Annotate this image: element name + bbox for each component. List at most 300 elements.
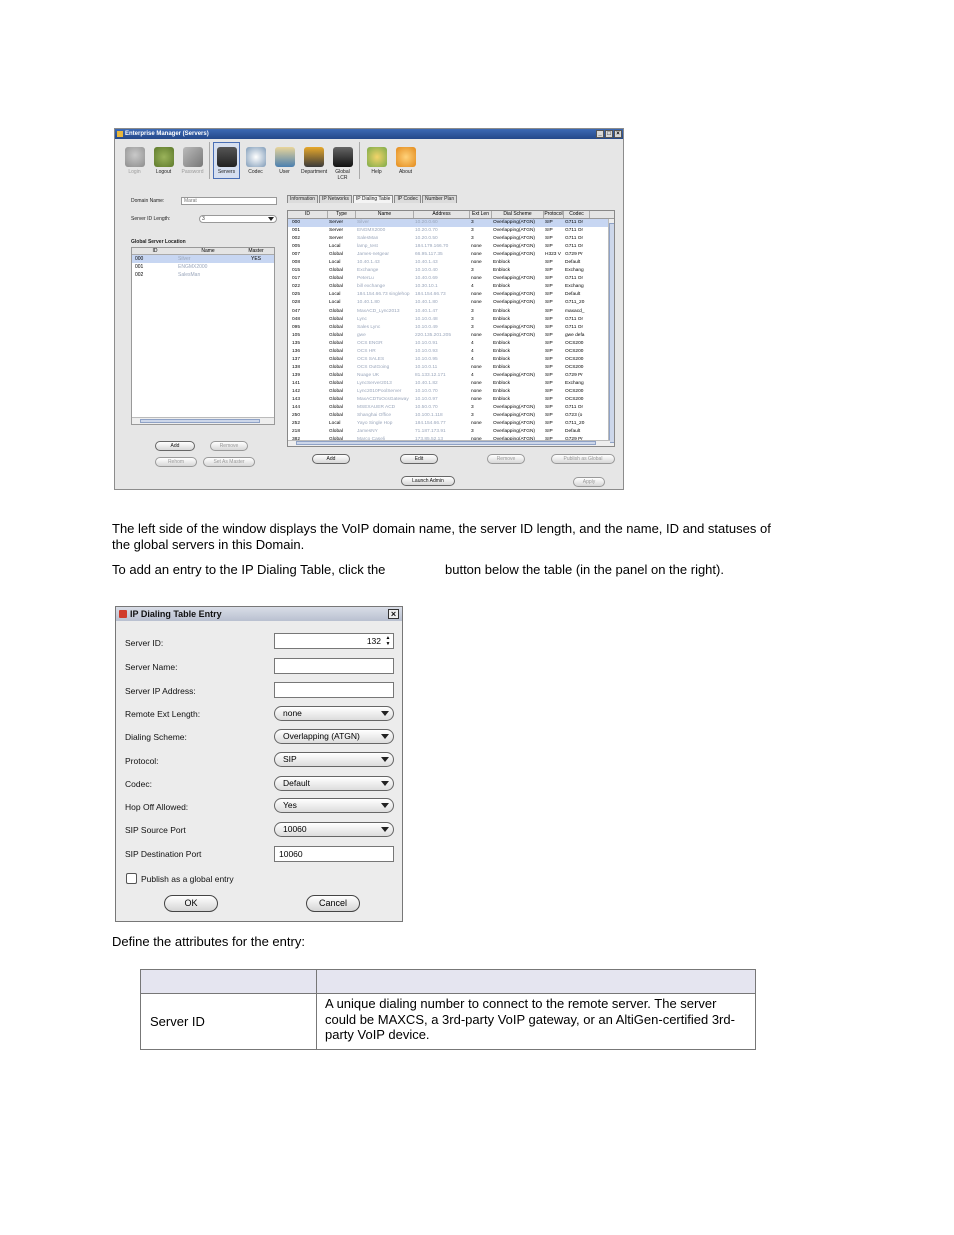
codec-select[interactable]: Default xyxy=(274,776,394,791)
grid-cell: Global xyxy=(329,308,343,314)
maximize-icon[interactable]: □ xyxy=(605,130,613,138)
grid-cell: 10.10.0.48 xyxy=(415,316,438,322)
grid-cell: 4 xyxy=(471,340,474,346)
grid-cell: 71.187.173.91 xyxy=(415,429,446,435)
grid-cell: 10.50.0.70 xyxy=(415,405,438,411)
grid-cell: Enblock xyxy=(493,380,511,386)
grid-cell: Nuage UK xyxy=(357,372,380,378)
window-titlebar xyxy=(115,129,623,139)
grid-cell: Global xyxy=(329,429,343,435)
tab-bar xyxy=(287,195,458,203)
grid-cell: 3 xyxy=(471,324,474,330)
grid-cell: none xyxy=(471,332,482,338)
horizontal-scrollbar[interactable] xyxy=(132,417,274,424)
table-row[interactable] xyxy=(288,308,614,316)
grid-cell: Enblock xyxy=(493,260,511,266)
close-icon[interactable]: × xyxy=(388,609,399,619)
grid-cell: 022 xyxy=(292,284,301,290)
help-button[interactable]: Help xyxy=(363,142,390,179)
chevron-down-icon xyxy=(381,781,389,786)
grid-cell: Enblock xyxy=(493,348,511,354)
grid-cell: 138 xyxy=(292,364,301,370)
grid-cell: Enblock xyxy=(493,340,511,346)
minimize-icon[interactable]: _ xyxy=(596,130,604,138)
help-icon xyxy=(367,147,387,167)
grid-cell: 3 xyxy=(471,413,474,419)
server-id-length-select[interactable]: 3 xyxy=(199,215,277,223)
grid-cell: Global xyxy=(329,276,343,282)
table-row[interactable] xyxy=(288,388,614,396)
grid-cell: none xyxy=(471,276,482,282)
grid-cell: G711 Or xyxy=(565,316,584,322)
domain-name-field[interactable]: Marat xyxy=(181,197,277,205)
grid-cell: MaxACD_Lync2013 xyxy=(357,308,400,314)
remote-ext-length-label: Remote Ext Length: xyxy=(125,709,201,719)
grid-cell: 184.154.66.73 xyxy=(415,292,446,298)
about-button[interactable]: About xyxy=(392,142,419,179)
grid-column-header[interactable]: Ext Len xyxy=(470,211,492,218)
server-ip-address-label: Server IP Address: xyxy=(125,686,196,696)
grid-cell: none xyxy=(471,380,482,386)
table-row[interactable] xyxy=(288,380,614,388)
table-row[interactable] xyxy=(288,412,614,420)
grid-cell: Overlapping(ATGN) xyxy=(493,405,536,411)
grid-cell: SIP xyxy=(545,372,553,378)
grid-cell: Global xyxy=(329,356,343,362)
table-row[interactable] xyxy=(288,283,614,291)
close-icon[interactable]: × xyxy=(614,130,622,138)
grid-column-header[interactable]: ID xyxy=(288,211,328,218)
ip-dialing-table-entry-dialog xyxy=(115,606,403,922)
list-item[interactable]: 000 Silver YES xyxy=(132,255,274,263)
chevron-down-icon xyxy=(381,827,389,832)
grid-column-header[interactable]: Protocol xyxy=(544,211,563,217)
enterprise-manager-window xyxy=(114,128,624,490)
chevron-down-icon xyxy=(381,803,389,808)
table-row[interactable] xyxy=(288,420,614,428)
grid-cell: Local xyxy=(329,244,341,250)
dialog-title: IP Dialing Table Entry xyxy=(130,609,222,619)
department-button[interactable]: Department xyxy=(300,142,327,179)
table-header-field xyxy=(141,970,317,994)
grid-cell: Overlapping(ATGN) xyxy=(493,228,536,234)
global-lcr-button[interactable]: Global LCR xyxy=(329,142,356,179)
define-attributes-paragraph: Define the attributes for the entry: xyxy=(112,934,305,949)
global-server-location-label: Global Server Location xyxy=(131,239,186,245)
tab-information[interactable]: Information xyxy=(287,195,318,203)
window-title: Enterprise Manager (Servers) xyxy=(125,131,209,137)
grid-cell: OCS200 xyxy=(565,356,584,362)
grid-cell: 250 xyxy=(292,413,301,419)
protocol-label: Protocol: xyxy=(125,756,159,766)
grid-cell: 3 xyxy=(471,308,474,314)
grid-cell: 008 xyxy=(292,260,301,266)
grid-cell: 3 xyxy=(471,405,474,411)
grid-header xyxy=(288,211,614,219)
grid-cell: SIP xyxy=(545,413,553,419)
grid-cell: Overlapping(ATGN) xyxy=(493,300,536,306)
horizontal-scrollbar[interactable] xyxy=(288,440,610,446)
table-row[interactable] xyxy=(288,299,614,307)
grid-cell: PeterLu xyxy=(357,276,374,282)
grid-cell: 3 xyxy=(471,268,474,274)
codec-icon xyxy=(246,147,266,167)
grid-cell: OCS OutGoing xyxy=(357,364,390,370)
grid-cell: SIP xyxy=(545,332,553,338)
table-row[interactable] xyxy=(288,275,614,283)
table-row[interactable] xyxy=(288,227,614,235)
grid-cell: Global xyxy=(329,268,343,274)
publish-as-global-button[interactable]: Publish as Global xyxy=(551,454,615,464)
grid-cell: 137 xyxy=(292,356,301,362)
table-row[interactable] xyxy=(288,243,614,251)
grid-cell: ENGMX2000 xyxy=(357,228,386,234)
grid-cell: Yayo Single Hop xyxy=(357,421,393,427)
grid-cell: OCS200 xyxy=(565,340,584,346)
grid-cell: 4 xyxy=(471,348,474,354)
grid-cell: Exchang xyxy=(565,284,584,290)
grid-cell: Lync xyxy=(357,316,367,322)
grid-cell: none xyxy=(471,388,482,394)
grid-cell: 184.154.66.73 singlehop xyxy=(357,292,410,298)
grid-cell: Global xyxy=(329,380,343,386)
grid-cell: 025 xyxy=(292,292,301,298)
grid-cell: SIP xyxy=(545,348,553,354)
grid-cell: 10.10.0.11 xyxy=(415,364,438,370)
grid-cell: Global xyxy=(329,405,343,411)
grid-cell: 007 xyxy=(292,252,301,258)
table-cell-description: A unique dialing number to connect to the remote server. The server could be MAXCS, a 3rd-party VoIP gateway, or an AltiGen-certified 3rd-party VoIP device. xyxy=(317,994,756,1050)
grid-cell: Local xyxy=(329,300,341,306)
grid-cell: G711 Or xyxy=(565,220,584,225)
apply-button[interactable]: Apply xyxy=(573,477,605,487)
grid-cell: Global xyxy=(329,324,343,330)
grid-cell: G711_20 xyxy=(565,300,585,306)
grid-cell: OCS200 xyxy=(565,397,584,403)
vertical-scrollbar[interactable] xyxy=(608,219,614,446)
grid-cell: G711 Or xyxy=(565,405,584,411)
grid-cell: Exchang xyxy=(565,380,584,386)
grid-cell: 184.154.66.77 xyxy=(415,421,446,427)
table-row[interactable] xyxy=(288,396,614,404)
grid-cell: Global xyxy=(329,348,343,354)
attributes-table xyxy=(140,969,756,1050)
grid-cell: 141 xyxy=(292,380,301,386)
grid-cell: 10.10.0.91 xyxy=(415,340,438,346)
grid-cell: MaxACDToOcsGateway xyxy=(357,397,409,403)
grid-cell: G723 (o xyxy=(565,413,583,419)
table-row[interactable] xyxy=(288,372,614,380)
grid-cell: Global xyxy=(329,372,343,378)
grid-cell: SIP xyxy=(545,268,553,274)
tab-ip-codec[interactable]: IP Codec xyxy=(394,195,420,203)
table-cell-field: Server ID xyxy=(141,994,317,1050)
grid-cell: Enblock xyxy=(493,316,511,322)
grid-cell: Overlapping(ATGN) xyxy=(493,421,536,427)
grid-cell: 3 xyxy=(471,228,474,234)
table-row[interactable] xyxy=(288,428,614,436)
server-id-spinner[interactable]: 132 ▲ ▼ xyxy=(274,633,394,649)
table-row[interactable] xyxy=(288,364,614,372)
sip-source-port-select[interactable]: 10060 xyxy=(274,822,394,837)
instruction-paragraph-start: To add an entry to the IP Dialing Table, click the xyxy=(112,562,386,577)
grid-body xyxy=(288,219,614,444)
grid-cell: Global xyxy=(329,340,343,346)
grid-cell: Overlapping(ATGN) xyxy=(493,220,536,225)
table-row[interactable] xyxy=(288,235,614,243)
grid-cell: 3 xyxy=(471,236,474,242)
table-row[interactable] xyxy=(288,251,614,259)
grid-cell: Global xyxy=(329,316,343,322)
grid-cell: SIP xyxy=(545,316,553,322)
grid-cell: SIP xyxy=(545,324,553,330)
set-as-master-button[interactable]: Set As Master xyxy=(203,457,255,467)
tab-ip-dialing-table[interactable]: IP Dialing Table xyxy=(353,195,394,203)
grid-cell: Overlapping(ATGN) xyxy=(493,372,536,378)
grid-cell: Overlapping(ATGN) xyxy=(493,236,536,242)
grid-cell: 144 xyxy=(292,405,301,411)
grid-cell: none xyxy=(471,260,482,266)
grid-cell: 142 xyxy=(292,388,301,394)
chevron-down-icon xyxy=(381,711,389,716)
grid-cell: Enblock xyxy=(493,364,511,370)
grid-column-header[interactable]: Codec xyxy=(564,211,590,218)
server-name-input[interactable] xyxy=(274,658,394,674)
grid-cell: Local xyxy=(329,421,341,427)
grid-cell: SIP xyxy=(545,340,553,346)
grid-cell: Overlapping(ATGN) xyxy=(493,292,536,298)
grid-cell: 143 xyxy=(292,397,301,403)
grid-cell: Global xyxy=(329,413,343,419)
grid-cell: 048 xyxy=(292,316,301,322)
grid-cell: G729 Pr xyxy=(565,252,583,258)
sip-destination-port-input[interactable]: 10060 xyxy=(274,846,394,862)
table-row[interactable] xyxy=(288,316,614,324)
grid-cell: 139 xyxy=(292,372,301,378)
remote-ext-length-select[interactable]: none xyxy=(274,706,394,721)
grid-cell: SIP xyxy=(545,260,553,266)
grid-cell: G711 Or xyxy=(565,244,584,250)
logout-button[interactable]: Logout xyxy=(150,142,177,179)
grid-cell: Server xyxy=(329,228,344,234)
instruction-paragraph-end: button below the table (in the panel on the right). xyxy=(445,562,724,577)
table-row[interactable] xyxy=(288,324,614,332)
grid-cell: Shanghai Office xyxy=(357,413,392,419)
grid-cell: 10.10.0.40 xyxy=(415,268,438,274)
grid-cell: SIP xyxy=(545,236,553,242)
grid-cell: SIP xyxy=(545,292,553,298)
grid-cell: G729 Pr xyxy=(565,372,583,378)
grid-cell: 4 xyxy=(471,356,474,362)
cancel-button[interactable]: Cancel xyxy=(306,895,360,912)
tab-number-plan[interactable]: Number Plan xyxy=(422,195,457,203)
grid-cell: 4 xyxy=(471,372,474,378)
table-row[interactable] xyxy=(288,356,614,364)
dialog-titlebar xyxy=(116,607,402,621)
chevron-down-icon xyxy=(381,757,389,762)
grid-cell: 66.95.117.35 xyxy=(415,252,443,258)
grid-cell: SIP xyxy=(545,300,553,306)
grid-cell: Local xyxy=(329,260,341,266)
publish-global-checkbox[interactable] xyxy=(126,873,137,884)
grid-cell: Server xyxy=(329,236,344,242)
grid-cell: none xyxy=(471,244,482,250)
grid-cell: SIP xyxy=(545,284,553,290)
grid-cell: 105 xyxy=(292,332,301,338)
add-button[interactable]: Add xyxy=(312,454,350,464)
grid-cell: JamesNY xyxy=(357,429,378,435)
grid-cell: 095 xyxy=(292,324,301,330)
grid-column-header[interactable]: Type xyxy=(328,211,356,218)
grid-cell: Overlapping(ATGN) xyxy=(493,324,536,330)
grid-cell: Overlapping(ATGN) xyxy=(493,413,536,419)
grid-cell: H323 V xyxy=(545,252,561,258)
login-button[interactable]: Login xyxy=(121,142,148,179)
grid-cell: 10.10.0.70 xyxy=(415,388,438,394)
grid-cell: Global xyxy=(329,284,343,290)
table-row[interactable] xyxy=(288,332,614,340)
grid-cell: 3 xyxy=(471,220,474,225)
list-item[interactable]: 002 SalesMan xyxy=(135,272,201,278)
publish-global-label: Publish as a global entry xyxy=(141,874,234,884)
table-header-description xyxy=(317,970,756,994)
spinner-arrows-icon[interactable]: ▲ ▼ xyxy=(385,635,391,647)
grid-cell: 10.10.0.49 xyxy=(415,324,438,330)
grid-cell: 10.100.1.118 xyxy=(415,413,443,419)
grid-column-header[interactable]: Dial Scheme xyxy=(492,211,544,218)
hop-off-allowed-select[interactable]: Yes xyxy=(274,798,394,813)
grid-cell: Overlapping(ATGN) xyxy=(493,276,536,282)
global-lcr-icon xyxy=(333,147,353,167)
table-row[interactable] xyxy=(288,259,614,267)
grid-cell: SIP xyxy=(545,364,553,370)
grid-cell: Enblock xyxy=(493,268,511,274)
grid-cell: Default xyxy=(565,260,581,266)
table-row[interactable] xyxy=(288,267,614,275)
user-icon xyxy=(275,147,295,167)
grid-cell: Lync2010PoolServer xyxy=(357,388,402,394)
grid-cell: 10.20.0.50 xyxy=(415,236,438,242)
launch-admin-button[interactable]: Launch Admin xyxy=(401,476,455,486)
codec-label: Codec: xyxy=(125,779,152,789)
table-row[interactable] xyxy=(288,404,614,412)
grid-cell: 002 xyxy=(292,236,301,242)
grid-cell: none xyxy=(471,421,482,427)
grid-cell: Enblock xyxy=(493,284,511,290)
grid-cell: gwe defa xyxy=(565,332,585,338)
protocol-select[interactable]: SIP xyxy=(274,752,394,767)
grid-cell: OCS ENGR xyxy=(357,340,383,346)
grid-cell: SIP xyxy=(545,405,553,411)
grid-cell: 3 xyxy=(471,429,474,435)
remove-server-location-button[interactable]: Remove xyxy=(210,441,248,451)
grid-cell: 10.40.0.69 xyxy=(415,276,438,282)
grid-cell: Global xyxy=(329,364,343,370)
grid-cell: Enblock xyxy=(493,356,511,362)
grid-cell: 3 xyxy=(471,316,474,322)
servers-button[interactable]: Servers xyxy=(213,142,240,179)
grid-cell: SIP xyxy=(545,380,553,386)
grid-cell: 135 xyxy=(292,340,301,346)
grid-cell: SIP xyxy=(545,244,553,250)
grid-cell: Exchange xyxy=(357,268,379,274)
dialing-scheme-select[interactable]: Overlapping (ATGN) xyxy=(274,729,394,744)
grid-cell: Enblock xyxy=(493,397,511,403)
grid-cell: none xyxy=(471,252,482,258)
user-button[interactable]: User xyxy=(271,142,298,179)
grid-cell: none xyxy=(471,397,482,403)
grid-cell: Enblock xyxy=(493,308,511,314)
grid-cell: 252 xyxy=(292,421,301,427)
grid-cell: Exchang xyxy=(565,268,584,274)
grid-cell: bill exchange xyxy=(357,284,386,290)
ok-button[interactable]: OK xyxy=(164,895,218,912)
grid-cell: SIP xyxy=(545,388,553,394)
grid-cell: Overlapping(ATGN) xyxy=(493,332,536,338)
grid-cell: Default xyxy=(565,429,581,435)
logout-icon xyxy=(154,147,174,167)
table-row[interactable] xyxy=(288,348,614,356)
table-row[interactable] xyxy=(288,340,614,348)
edit-button[interactable]: Edit xyxy=(400,454,438,464)
grid-cell: 218 xyxy=(292,429,301,435)
grid-cell: G711 Or xyxy=(565,236,584,242)
grid-cell: OCS SALES xyxy=(357,356,385,362)
grid-cell: Enblock xyxy=(493,388,511,394)
grid-cell: 028 xyxy=(292,300,301,306)
password-button[interactable]: Password xyxy=(179,142,206,179)
grid-cell: 047 xyxy=(292,308,301,314)
grid-cell: 10.10.0.97 xyxy=(415,397,438,403)
grid-cell: lamp_test xyxy=(357,244,378,250)
grid-cell: SIP xyxy=(545,220,553,225)
grid-cell: 81.133.12.171 xyxy=(415,372,446,378)
rehome-button[interactable]: Rehom xyxy=(155,457,197,467)
grid-cell: maxacd_ xyxy=(565,308,585,314)
grid-cell: Global xyxy=(329,388,343,394)
codec-button[interactable]: Codec xyxy=(242,142,269,179)
description-paragraph: The left side of the window displays the VoIP domain name, the server ID length, and the name, ID and statuses of the global servers in this Domain. xyxy=(112,521,771,552)
grid-cell: 017 xyxy=(292,276,301,282)
table-row[interactable] xyxy=(288,291,614,299)
grid-cell: SIP xyxy=(545,228,553,234)
grid-cell: Overlapping(ATGN) xyxy=(493,244,536,250)
java-icon xyxy=(119,610,127,618)
grid-cell: 184.179.166.70 xyxy=(415,244,449,250)
grid-cell: SIP xyxy=(545,308,553,314)
grid-cell: G711 Or xyxy=(565,276,584,282)
global-server-list: ID Name Master 000 Silver YES 001 ENGMX2000 002 SalesMan xyxy=(131,247,275,425)
grid-column-header[interactable]: Name xyxy=(356,211,414,218)
grid-cell: Server xyxy=(329,220,344,225)
list-item[interactable]: 001 ENGMX2000 xyxy=(135,264,208,270)
sip-source-port-label: SIP Source Port xyxy=(125,825,186,835)
chevron-down-icon xyxy=(381,734,389,739)
grid-cell: 10.30.10.1 xyxy=(415,284,438,290)
grid-cell: 000 xyxy=(292,220,301,225)
grid-cell: Silver xyxy=(357,220,369,225)
server-ip-address-input[interactable] xyxy=(274,682,394,698)
grid-cell: gwe xyxy=(357,332,366,338)
remove-button[interactable]: Remove xyxy=(487,454,525,464)
grid-cell: Global xyxy=(329,397,343,403)
grid-column-header[interactable]: Address xyxy=(414,211,470,218)
grid-cell: 10.40.1.47 xyxy=(415,308,438,314)
grid-cell: 10.10.0.95 xyxy=(415,356,438,362)
add-server-location-button[interactable]: Add xyxy=(155,441,195,451)
tab-ip-networks[interactable]: IP Networks xyxy=(319,195,352,203)
table-row[interactable] xyxy=(288,219,614,227)
